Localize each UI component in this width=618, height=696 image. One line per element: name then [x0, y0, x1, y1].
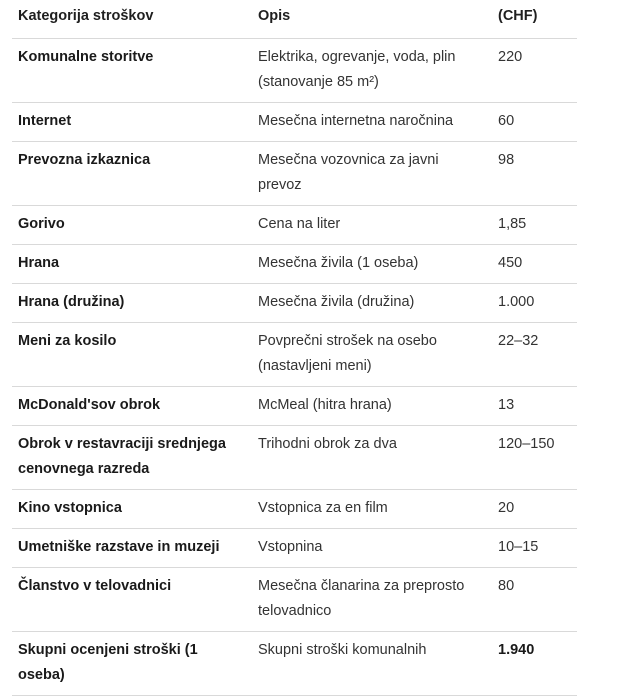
row-description: Mesečna živila (družina)	[252, 284, 492, 323]
row-value: 98	[492, 142, 577, 206]
table-row	[12, 142, 577, 206]
row-category: Umetniške razstave in muzeji	[12, 529, 252, 568]
table-row	[12, 103, 577, 142]
row-description: Vstopnica za en film	[252, 490, 492, 529]
row-value: 20	[492, 490, 577, 529]
table-row	[12, 245, 577, 284]
table-row-total	[12, 632, 577, 696]
table-row	[12, 387, 577, 426]
row-category: Hrana	[12, 245, 252, 284]
table-row	[12, 39, 577, 103]
table-row	[12, 568, 577, 632]
row-category: Gorivo	[12, 206, 252, 245]
row-category: Skupni ocenjeni stroški (1 oseba)	[12, 632, 252, 696]
row-description: Mesečna živila (1 oseba)	[252, 245, 492, 284]
row-value: 13	[492, 387, 577, 426]
table-row	[12, 529, 577, 568]
row-value: 10–15	[492, 529, 577, 568]
row-value: 80	[492, 568, 577, 632]
row-value: 22–32	[492, 323, 577, 387]
row-category: McDonald'sov obrok	[12, 387, 252, 426]
header-category: Kategorija stroškov	[12, 0, 252, 39]
row-value: 1.000	[492, 284, 577, 323]
table-header-row	[12, 0, 577, 39]
row-category: Hrana (družina)	[12, 284, 252, 323]
table-row	[12, 206, 577, 245]
row-category: Kino vstopnica	[12, 490, 252, 529]
row-value: 220	[492, 39, 577, 103]
table-row	[12, 426, 577, 490]
row-description: Mesečna vozovnica za javni prevoz	[252, 142, 492, 206]
row-value: 120–150	[492, 426, 577, 490]
row-value: 1,85	[492, 206, 577, 245]
row-description: Trihodni obrok za dva	[252, 426, 492, 490]
row-description: Elektrika, ogrevanje, voda, plin (stanovanje 85 m²)	[252, 39, 492, 103]
row-category: Članstvo v telovadnici	[12, 568, 252, 632]
table-row	[12, 323, 577, 387]
cost-table	[12, 0, 577, 696]
row-description: Mesečna internetna naročnina	[252, 103, 492, 142]
row-category: Meni za kosilo	[12, 323, 252, 387]
table-row	[12, 490, 577, 529]
row-description: McMeal (hitra hrana)	[252, 387, 492, 426]
row-description: Vstopnina	[252, 529, 492, 568]
row-category: Obrok v restavraciji srednjega cenovnega razreda	[12, 426, 252, 490]
row-value: 60	[492, 103, 577, 142]
row-value: 1.940	[492, 632, 577, 696]
table-row	[12, 284, 577, 323]
row-description: Povprečni strošek na osebo (nastavljeni meni)	[252, 323, 492, 387]
header-value: (CHF)	[492, 0, 577, 39]
row-category: Internet	[12, 103, 252, 142]
row-description: Mesečna članarina za preprosto telovadnico	[252, 568, 492, 632]
row-description: Skupni stroški komunalnih	[252, 632, 492, 696]
cost-table-container	[12, 0, 577, 696]
row-category: Komunalne storitve	[12, 39, 252, 103]
row-value: 450	[492, 245, 577, 284]
row-category: Prevozna izkaznica	[12, 142, 252, 206]
row-description: Cena na liter	[252, 206, 492, 245]
header-description: Opis	[252, 0, 492, 39]
